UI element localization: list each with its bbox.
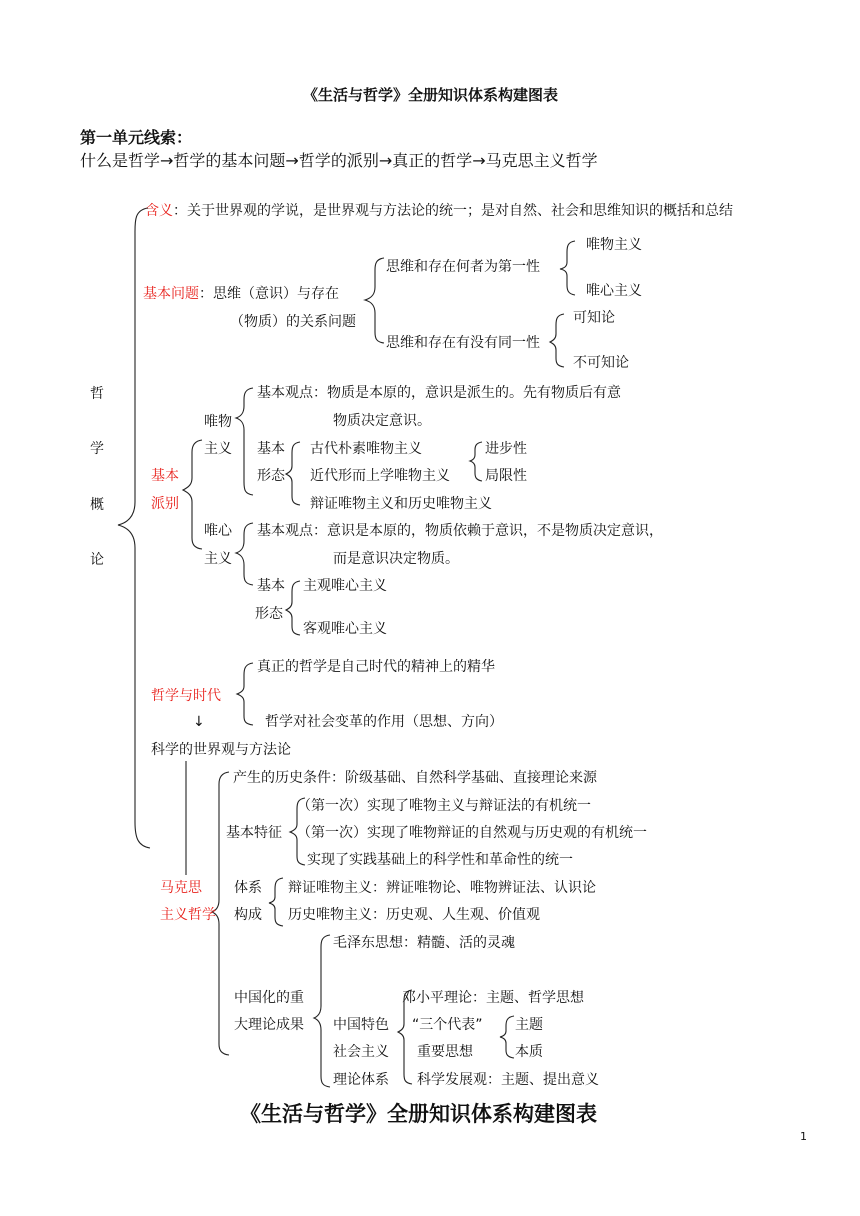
idealism-term: 唯心主义: [586, 283, 642, 299]
brace-root: [118, 208, 150, 848]
system-historical: 历史唯物主义：历史观、人生观、价值观: [288, 907, 540, 923]
basic-question-label: 基本问题: [143, 286, 199, 302]
materialism-view-1: 基本观点：物质是本原的，意识是派生的。先有物质后有意: [257, 385, 621, 401]
features-label: 基本特征: [226, 825, 282, 841]
ideal-forms-label-1: 基本: [257, 578, 285, 594]
unknowable-term: 不可知论: [573, 355, 629, 371]
progress-term: 进步性: [485, 441, 527, 457]
idealism-label-2: 主义: [204, 551, 232, 567]
meaning-label: 含义: [145, 203, 173, 219]
system-label-1: 体系: [234, 880, 262, 896]
root-char-4: 论: [90, 552, 104, 568]
china-label-1: 中国化的重: [234, 990, 304, 1006]
three-represents-1: “三个代表”: [412, 1017, 483, 1033]
china-label-2: 大理论成果: [234, 1017, 304, 1033]
root-char-3: 概: [90, 497, 104, 513]
unit-thread: 什么是哲学→哲学的基本问题→哲学的派别→真正的哲学→马克思主义哲学: [80, 151, 598, 170]
materialism-view-2: 物质决定意识。: [333, 413, 431, 429]
brace-china: [314, 935, 330, 1087]
brace-materialism: [236, 388, 253, 495]
meaning-text: ：关于世界观的学说，是世界观与方法论的统一；是对自然、社会和思维知识的概括和总结: [173, 203, 733, 219]
knowable-term: 可知论: [573, 310, 615, 326]
era-essence: 真正的哲学是自己时代的精神上的精华: [257, 659, 495, 675]
era-label: 哲学与时代: [151, 688, 221, 704]
dialectical-materialism: 辩证唯物主义和历史唯物主义: [310, 496, 492, 512]
scientific-development: 科学发展观：主题、提出意义: [417, 1072, 599, 1088]
brace-progress: [470, 442, 482, 481]
system-label-2: 构成: [234, 907, 262, 923]
system-dialectical: 辩证唯物主义：辨证唯物论、唯物辨证法、认识论: [288, 880, 596, 896]
down-arrow: ↓: [193, 714, 205, 730]
metaphysical-materialism: 近代形而上学唯物主义: [310, 468, 450, 484]
ideal-forms-label-2: 形态: [255, 606, 283, 622]
cs-label-1: 中国特色: [333, 1017, 389, 1033]
idealism-view-2: 而是意识决定物质。: [333, 551, 459, 567]
era-role: 哲学对社会变革的作用（思想、方向）: [265, 714, 503, 730]
brace-mat-forms: [286, 442, 300, 505]
brace-first-aspect: [560, 241, 575, 295]
meaning-row: [145, 202, 733, 220]
second-aspect: 思维和存在有没有同一性: [386, 335, 540, 351]
brace-three-reps: [500, 1016, 514, 1058]
marxism-label-2: 主义哲学: [160, 907, 216, 923]
brace-era: [237, 663, 253, 725]
schools-label-1: 基本: [151, 468, 179, 484]
page-number: 1: [800, 1130, 807, 1143]
root-char-1: 哲: [90, 386, 104, 402]
three-represents-2: 重要思想: [417, 1044, 473, 1060]
brace-ideal-forms: [286, 581, 300, 635]
subjective-idealism: 主观唯心主义: [303, 578, 387, 594]
unit-heading: 第一单元线索：: [80, 128, 193, 147]
mat-forms-label-1: 基本: [257, 441, 285, 457]
page-title: 《生活与哲学》全册知识体系构建图表: [303, 86, 559, 104]
objective-idealism: 客观唯心主义: [303, 621, 387, 637]
cs-label-3: 理论体系: [333, 1072, 389, 1088]
ancient-materialism: 古代朴素唯物主义: [310, 441, 422, 457]
brace-second-aspect: [550, 314, 564, 367]
mat-forms-label-2: 形态: [257, 468, 285, 484]
brace-system: [269, 878, 283, 926]
basic-question-row: [143, 285, 339, 303]
cs-label-2: 社会主义: [333, 1044, 389, 1060]
theme-term: 主题: [515, 1017, 543, 1033]
historical-conditions: 产生的历史条件：阶级基础、自然科学基础、直接理论来源: [233, 770, 597, 786]
brace-schools: [183, 440, 202, 549]
idealism-label-1: 唯心: [204, 523, 232, 539]
marxism-label-1: 马克思: [160, 880, 202, 896]
schools-label-2: 派别: [151, 496, 179, 512]
materialism-label-1: 唯物: [204, 414, 232, 430]
feature-1: （第一次）实现了唯物主义与辩证法的有机统一: [297, 798, 591, 814]
root-char-2: 学: [90, 441, 104, 457]
scientific-worldview: 科学的世界观与方法论: [151, 742, 291, 758]
brace-idealism: [236, 523, 253, 585]
materialism-label-2: 主义: [204, 441, 232, 457]
feature-3: 实现了实践基础上的科学性和革命性的统一: [307, 852, 573, 868]
idealism-view-1: 基本观点：意识是本原的，物质依赖于意识，不是物质决定意识，: [257, 523, 663, 539]
materialism-term: 唯物主义: [586, 237, 642, 253]
essence-term: 本质: [515, 1044, 543, 1060]
mao-thought: 毛泽东思想：精髓、活的灵魂: [333, 935, 515, 951]
basic-question-text1: ：思维（意识）与存在: [199, 286, 339, 302]
first-aspect: 思维和存在何者为第一性: [386, 259, 540, 275]
feature-2: （第一次）实现了唯物辩证的自然观与历史观的有机统一: [297, 825, 647, 841]
deng-theory: 邓小平理论：主题、哲学思想: [402, 990, 584, 1006]
limitation-term: 局限性: [485, 468, 527, 484]
bottom-title: 《生活与哲学》全册知识体系构建图表: [240, 1102, 597, 1126]
brace-basic-question: [365, 258, 384, 343]
basic-question-text2: （物质）的关系问题: [230, 314, 356, 330]
